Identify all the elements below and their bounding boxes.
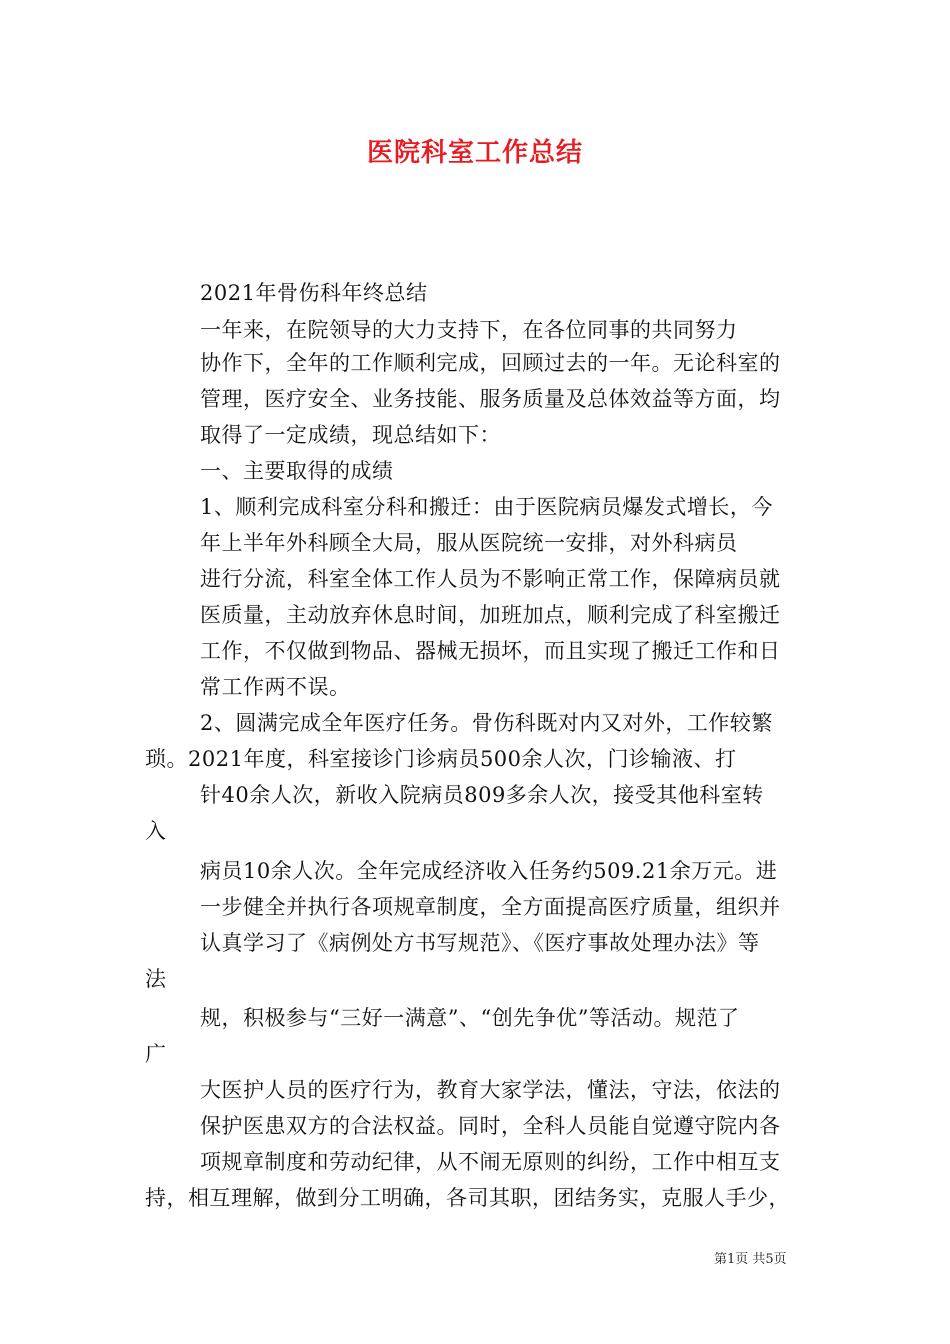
body-line: 认真学习了《病例处方书写规范》、《医疗事故处理办法》等 <box>200 931 760 955</box>
body-line: 2、圆满完成全年医疗任务。骨伤科既对内又对外，工作较繁 <box>200 711 773 735</box>
body-line: 法 <box>145 967 167 991</box>
document-title: 医院科室工作总结 <box>366 138 583 168</box>
body-line: 入 <box>145 819 167 843</box>
body-line: 年上半年外科顾全大局，服从医院统一安排，对外科病员 <box>200 531 738 555</box>
body-line: 保护医患双方的合法权益。同时，全科人员能自觉遵守院内各 <box>200 1114 781 1138</box>
section-heading: 一、主要取得的成绩 <box>200 459 394 483</box>
body-line: 病员10余人次。全年完成经济收入任务约509.21余万元。进 <box>200 859 778 883</box>
body-line: 规，积极参与“三好一满意”、“创先争优”等活动。规范了 <box>200 1006 740 1030</box>
body-line: 管理，医疗安全、业务技能、服务质量及总体效益等方面，均 <box>200 387 781 411</box>
body-line: 一步健全并执行各项规章制度，全方面提高医疗质量，组织并 <box>200 895 781 919</box>
body-line: 取得了一定成绩，现总结如下： <box>200 423 501 447</box>
body-line: 一年来，在院领导的大力支持下，在各位同事的共同努力 <box>200 318 738 342</box>
body-line: 2021年骨伤科年终总结 <box>200 281 428 305</box>
body-line: 广 <box>145 1042 167 1066</box>
body-line: 常工作两不误。 <box>200 675 351 699</box>
body-line: 进行分流，科室全体工作人员为不影响正常工作，保障病员就 <box>200 567 781 591</box>
body-line: 琐。2021年度，科室接诊门诊病员500余人次，门诊输液、打 <box>145 747 737 771</box>
body-line: 1、顺利完成科室分科和搬迁：由于医院病员爆发式增长，今 <box>200 495 773 519</box>
body-line: 协作下，全年的工作顺利完成，回顾过去的一年。无论科室的 <box>200 351 781 375</box>
body-line: 针40余人次，新收入院病员809多余人次，接受其他科室转 <box>200 783 764 807</box>
page-number: 第1页 共5页 <box>714 1252 787 1267</box>
body-line: 持，相互理解，做到分工明确，各司其职，团结务实，克服人手少， <box>145 1186 790 1210</box>
body-line: 工作，不仅做到物品、器械无损坏，而且实现了搬迁工作和日 <box>200 639 781 663</box>
body-line: 大医护人员的医疗行为，教育大家学法，懂法，守法，依法的 <box>200 1078 781 1102</box>
body-line: 项规章制度和劳动纪律，从不闹无原则的纠纷，工作中相互支 <box>200 1150 781 1174</box>
body-line: 医质量，主动放弃休息时间，加班加点，顺利完成了科室搬迁 <box>200 603 781 627</box>
